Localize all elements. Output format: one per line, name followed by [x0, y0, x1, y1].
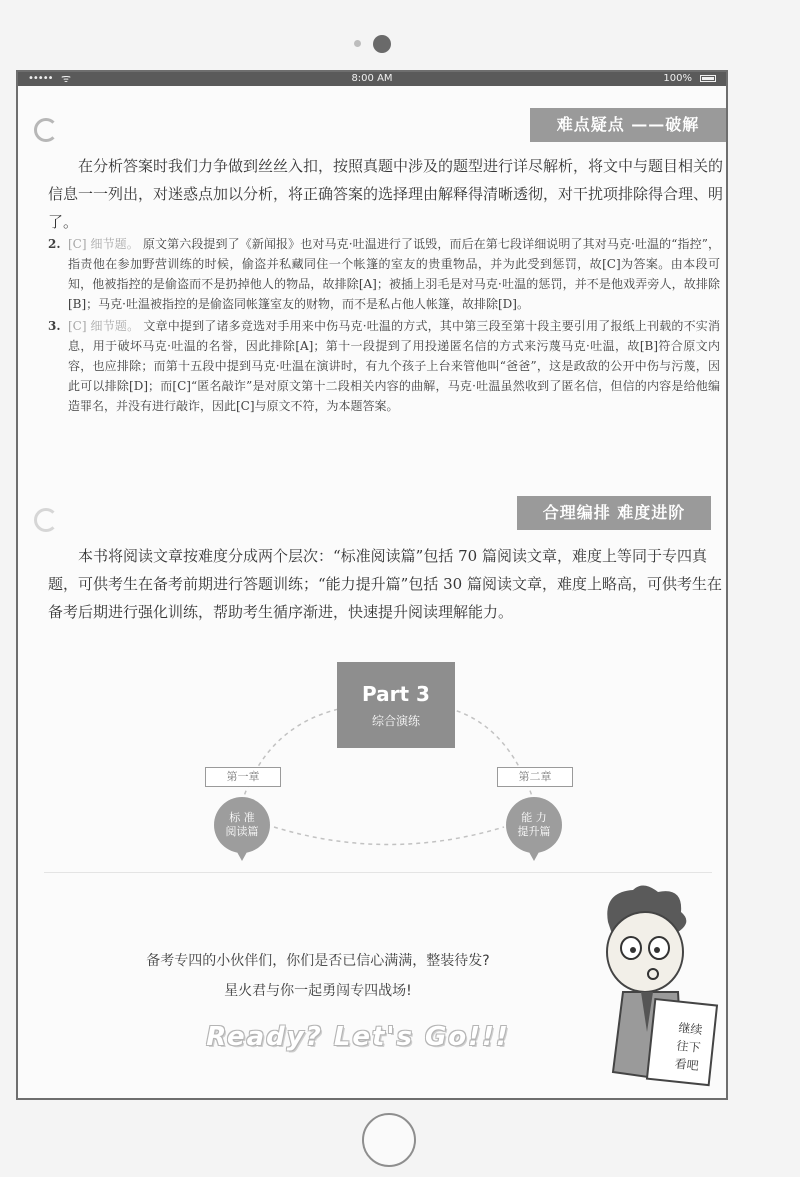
- answer-tag: [C] 细节题。: [68, 319, 140, 333]
- slogan: Ready? Let's Go!!!: [206, 1022, 510, 1052]
- answer-list: [48, 234, 720, 418]
- bubble-line: 阅读篇: [225, 825, 259, 838]
- chapter-two-tag: 第二章: [497, 767, 573, 787]
- camera-sensor: [354, 40, 361, 47]
- closing-line: 备考专四的小伙伴们，你们是否已信心满满，整装待发?: [146, 953, 490, 969]
- status-time: 8:00 AM: [351, 73, 393, 84]
- section-intro: 在分析答案时我们力争做到丝丝入扣，按照真题中涉及的题型进行详尽解析，将文中与题目相关的信息一一列出，对迷惑点加以分析，将正确答案的选择理由解释得清晰透彻，对干扰项排除得合理、明了。: [48, 157, 724, 231]
- bubble-line: 能 力: [521, 811, 547, 824]
- answer-tag: [C] 细节题。: [68, 237, 139, 251]
- part-subtitle: 综合演练: [371, 714, 420, 728]
- answer-item: [48, 234, 720, 314]
- notepad-text: 继续: [677, 1020, 704, 1038]
- answer-number: 3.: [48, 319, 61, 333]
- chapter-one-tag: 第一章: [205, 767, 281, 787]
- divider: [44, 872, 712, 873]
- battery-icon: [700, 75, 716, 82]
- camera-lens: [373, 35, 391, 53]
- section-banner-structure: 合理编排 难度进阶: [517, 496, 711, 530]
- section-intro: 本书将阅读文章按难度分成两个层次：“标准阅读篇”包括 70 篇阅读文章，难度上等同于专四真题，可供考生在备考前期进行答题训练；“能力提升篇”包括 30 篇阅读文章，难度上略高，可供考生在备考后期进行强化训练，帮助考生循序渐进，快速提升阅读理解能力。: [48, 547, 722, 621]
- signal-icon: •••••: [28, 73, 53, 84]
- bubble-line: 标 准: [229, 811, 255, 824]
- book-structure-diagram: [18, 652, 730, 882]
- closing-line: 星火君与你一起勇闯专四战场!: [224, 983, 412, 999]
- answer-item: [48, 316, 720, 416]
- notepad-text: 看吧: [673, 1056, 700, 1073]
- part-title: Part 3: [362, 682, 430, 706]
- chapter-one-bubble: [214, 797, 270, 853]
- section-marker-icon: [34, 508, 58, 532]
- answer-text: 原文第六段提到了《新闻报》也对马克·吐温进行了诋毁，而后在第七段详细说明了其对马克·吐温的“指控”，指责他在参加野营训练的时候，偷盗并私藏同住一个帐篷的室友的贵重物品，并为此受到惩罚，故[C]为答案。由本段可知，他被指控的是偷盗而不是扔掉他人的物品，故排除[A]；被插上羽毛是对马克·吐温的惩罚，并不是他戏弄旁人，故排除[B]；马克·吐温被指控的是偷盗同帐篷室友的财物，而不是私占他人帐篷，故排除[D]。: [68, 237, 720, 311]
- chapter-two-bubble: [506, 797, 562, 853]
- wifi-icon: ᯤ: [61, 72, 72, 85]
- section-banner-difficulty: 难点疑点 ——破解: [530, 108, 726, 142]
- answer-number: 2.: [48, 237, 61, 251]
- home-button[interactable]: [362, 1113, 416, 1167]
- status-bar: [18, 72, 726, 86]
- part-box: [337, 662, 455, 748]
- answer-text: 文章中提到了诸多竞选对手用来中伤马克·吐温的方式，其中第三段至第十段主要引用了报纸上刊载的不实消息，用于破坏马克·吐温的名誉，因此排除[A]；第十一段提到了用投递匿名信的方式来污蔑马克·吐温，故[B]符合原文内容，也应排除；而第十五段中提到马克·吐温在演讲时，有九个孩子上台来管他叫“爸爸”，这是政敌的公开中伤与污蔑，因此可以排除[D]；而[C]“匿名敲诈”是对原文第十二段相关内容的曲解，马克·吐温虽然收到了匿名信，但信的内容是给他编造罪名，并没有进行敲诈，因此[C]与原文不符，为本题答案。: [68, 319, 720, 413]
- notepad-text: 往下: [675, 1038, 702, 1056]
- battery-percent: 100%: [663, 73, 692, 84]
- tablet-screen: [16, 70, 728, 1100]
- bubble-line: 提升篇: [517, 825, 551, 838]
- mascot-illustration: [573, 882, 723, 1102]
- section-marker-icon: [34, 118, 58, 142]
